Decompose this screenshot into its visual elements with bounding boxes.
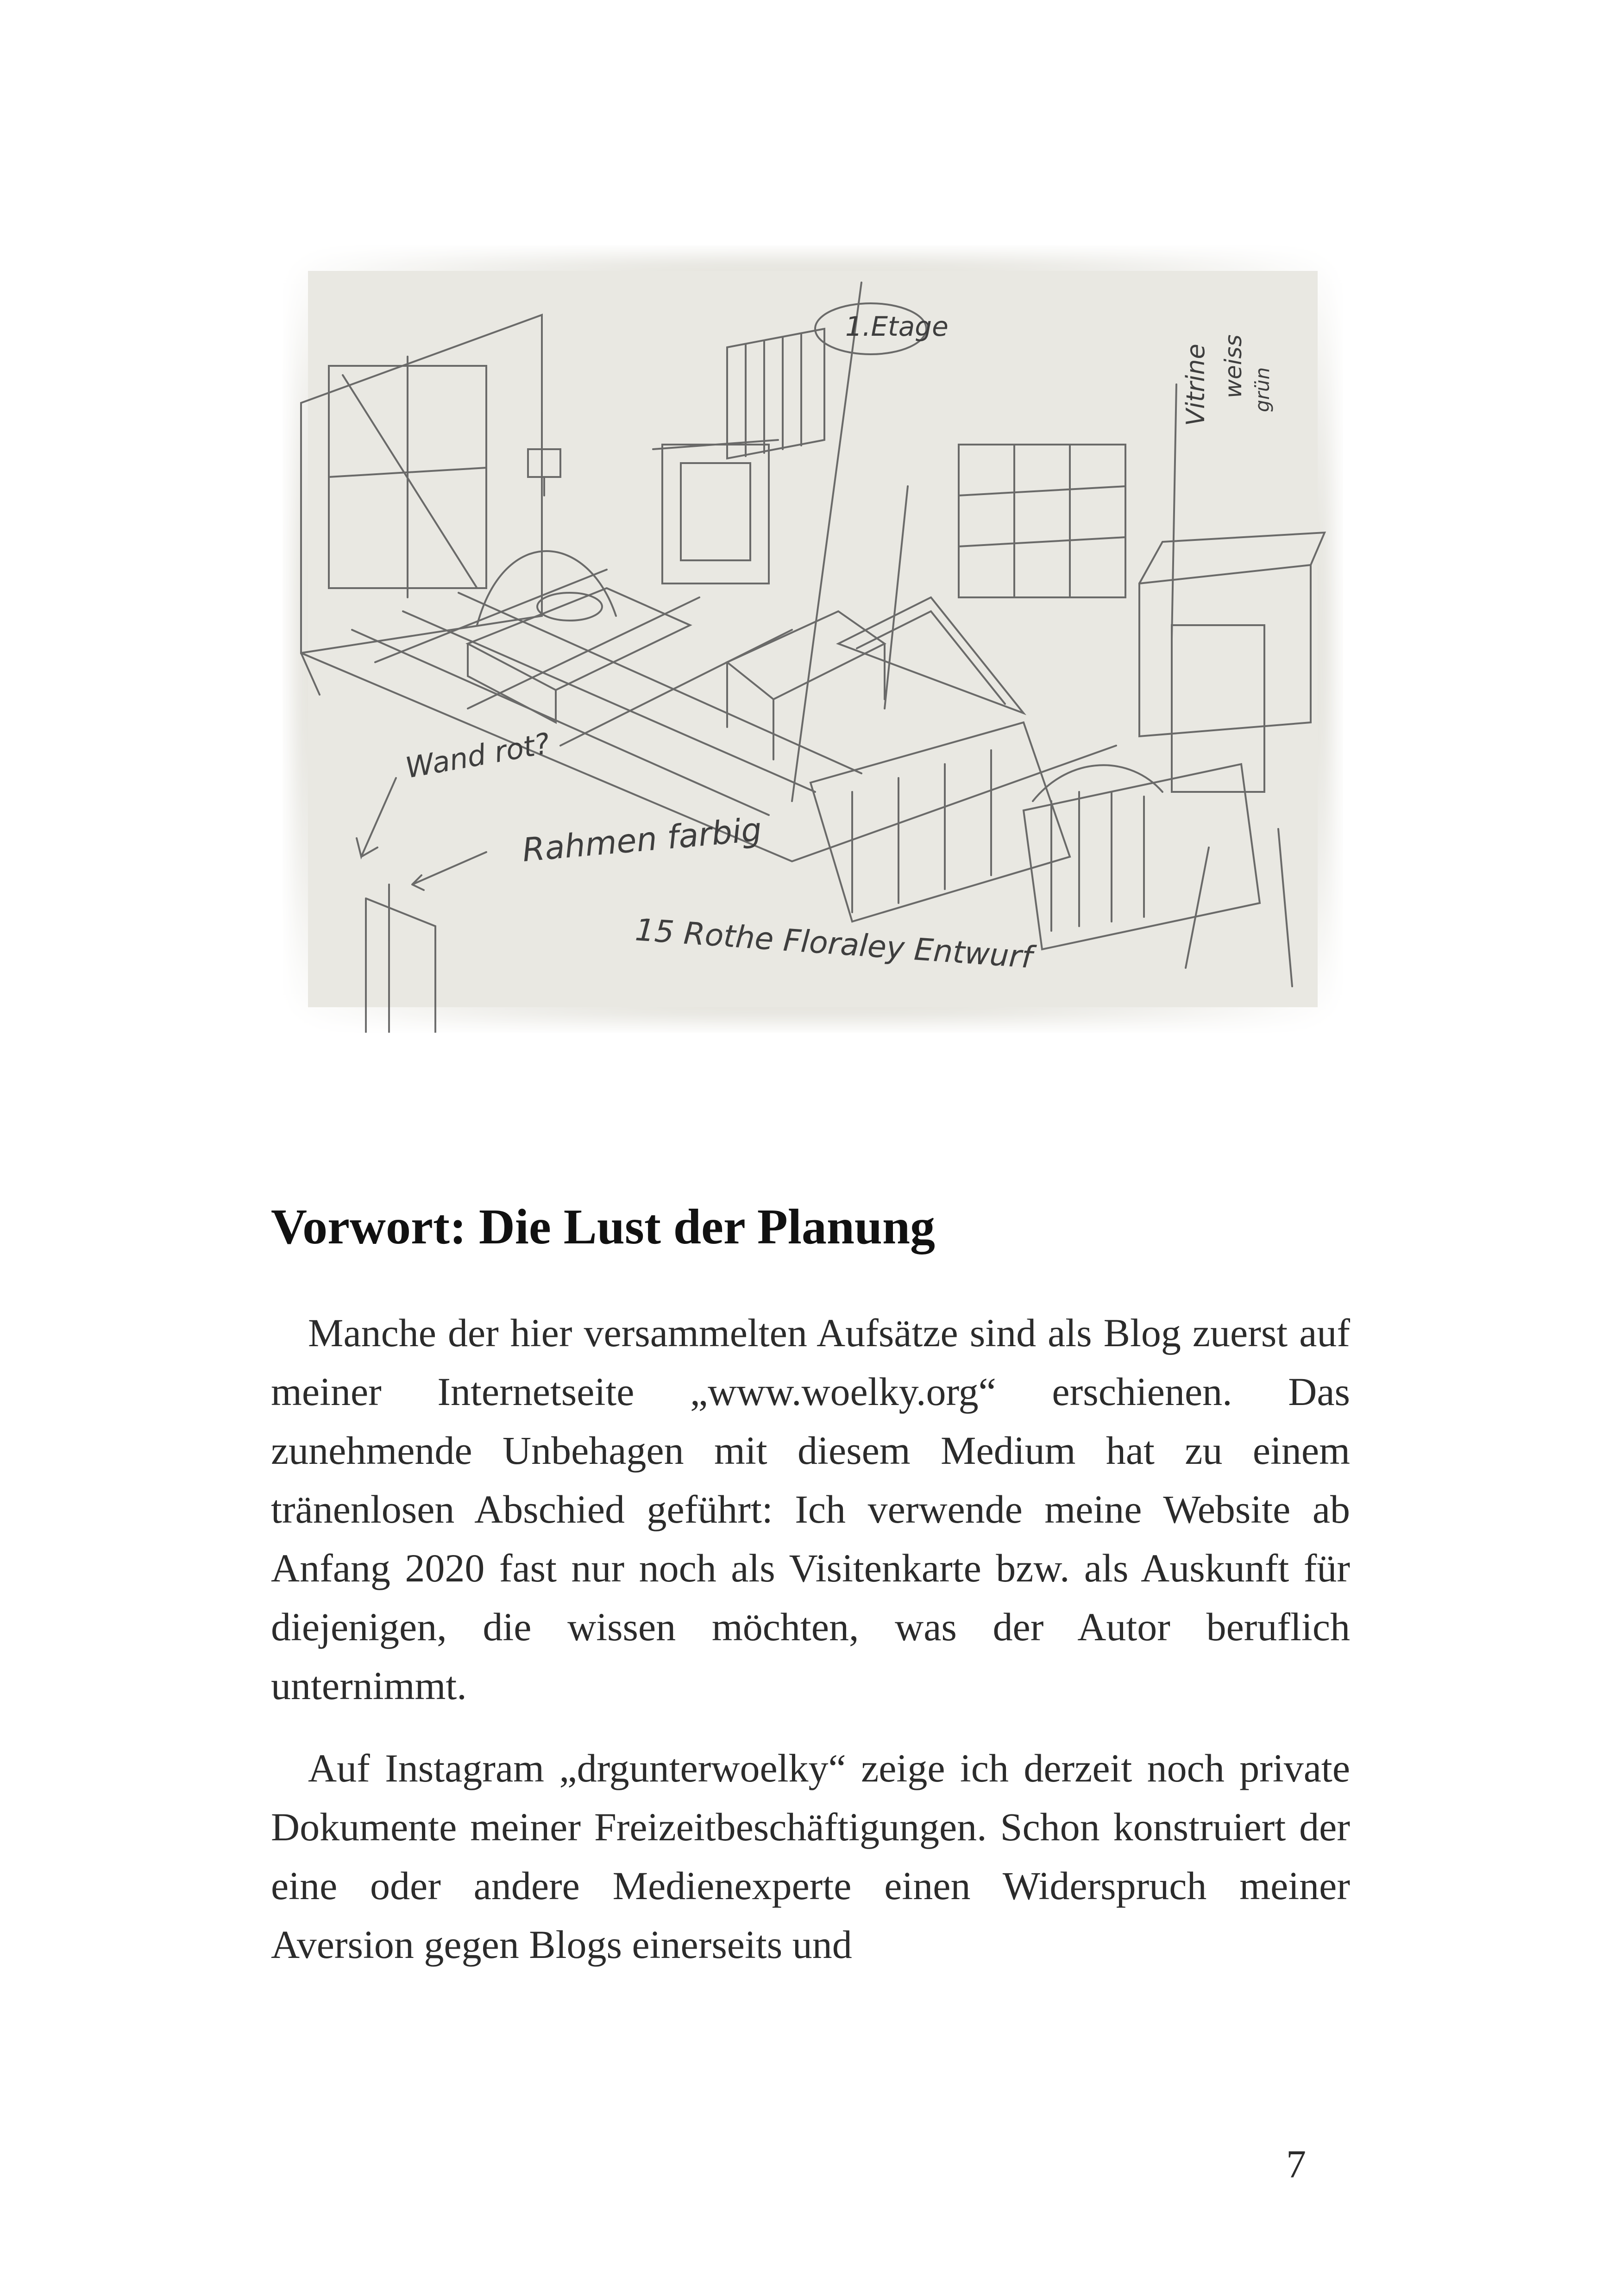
- annotation-wand: Wand rot?: [402, 726, 553, 785]
- page-number: 7: [1286, 2142, 1306, 2186]
- section-heading: Vorwort: Die Lust der Planung: [271, 1199, 936, 1255]
- annotation-vitrine: Vitrine: [1181, 344, 1210, 426]
- paragraph-2: Auf Instagram „drgunterwoelky“ zeige ich derzeit noch private Dokumente meiner Freizeitbeschäftigungen. Schon konstruiert der eine oder andere Medienexperte einen Widerspruch meiner Aversion gegen Blogs einerseits und: [271, 1746, 1350, 1967]
- annotation-etage: 1.Etage: [845, 311, 949, 342]
- room-sketch-illustration: [283, 245, 1343, 1033]
- annotation-gruen: grün: [1251, 367, 1274, 412]
- paragraph-1: Manche der hier versammelten Aufsätze sind als Blog zuerst auf meiner Internetseite „www.woelky.org“ erschienen. Das zunehmende Unbehagen mit diesem Medium hat zu einem tränenlosen Abschied geführt: Ich verwende meine Website ab Anfang 2020 fast nur noch als Visitenkarte bzw. als Auskunft für diejenigen, die wissen möchten, was der Autor beruflich unternimmt.: [271, 1311, 1350, 1708]
- annotation-weiss: weiss: [1220, 334, 1247, 398]
- annotation-rahmen: Rahmen farbig: [521, 810, 763, 869]
- annotation-kleid: 15 Rothe Floraley Entwurf: [634, 912, 1034, 975]
